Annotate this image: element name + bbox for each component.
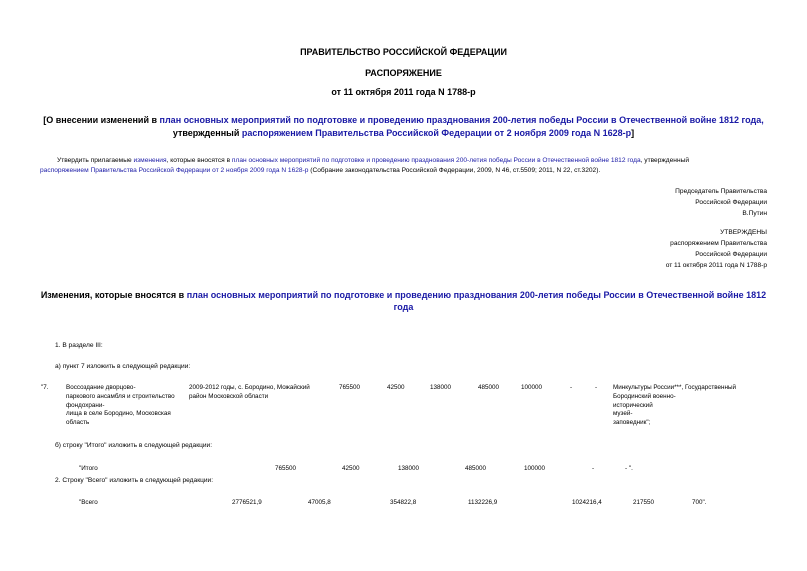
vsego-label: "Всего xyxy=(79,499,98,506)
item-2: 2. Строку "Всего" изложить в следующей редакции: xyxy=(55,477,214,484)
doc-date-number: от 11 октября 2011 года N 1788-р xyxy=(331,87,476,97)
vsego-v3: 354822,8 xyxy=(390,499,417,506)
title-prefix: [О внесении изменений в xyxy=(43,115,160,125)
signature-line2: Российской Федерации xyxy=(695,199,767,206)
row7-name-l5: область xyxy=(66,419,90,427)
changes-title-prefix: Изменения, которые вносятся в xyxy=(40,290,187,300)
row7-name-l1: Воссоздание дворцово- xyxy=(66,384,136,391)
itogo-v2: 42500 xyxy=(342,465,360,472)
row7-period-l1: 2009-2012 годы, с. Бородино, Можайский xyxy=(189,384,310,391)
row7-v7: - xyxy=(595,384,598,391)
title-line2-prefix: утвержденный xyxy=(172,128,242,138)
row7-resp-l5: заповедник"; xyxy=(613,419,651,427)
vsego-v6: 217550 xyxy=(633,499,655,506)
row7-v1: 765500 xyxy=(339,384,361,391)
row7-num: "7. xyxy=(41,384,49,391)
approved-line3: Российской Федерации xyxy=(695,251,767,258)
approved-line2: распоряжением Правительства xyxy=(670,240,767,247)
vsego-v4: 1132226,9 xyxy=(468,499,498,506)
row7-v5: 100000 xyxy=(521,384,543,391)
body-line1 xyxy=(57,156,689,165)
body-text-d: (Собрание законодательства Российской Федерации, 2009, N 46, ст.5509; 2011, N 22, ст.3202). xyxy=(308,167,601,174)
body-changes-link[interactable]: изменения xyxy=(133,157,167,164)
itogo-label: "Итого xyxy=(79,465,98,472)
body-decree-link[interactable]: распоряжением Правительства Российской Федерации от 2 ноября 2009 года N 1628-р xyxy=(40,167,309,174)
row7-name-l2: паркового ансамбля и строительство xyxy=(66,392,175,400)
row7-v6: - xyxy=(570,384,573,391)
changes-title-line1 xyxy=(0,290,807,300)
changes-plan-link[interactable]: план основных мероприятий по подготовке и проведению празднования 200-летия победы России в Отечественной войне 1812 xyxy=(186,290,767,300)
title-plan-link[interactable]: план основных мероприятий по подготовке и проведению празднования 200-летия победы России в Отечественной войне 1812 года, xyxy=(159,115,764,125)
row7-period xyxy=(189,384,310,402)
itogo-v6: - xyxy=(592,465,595,472)
row7-resp-l2: Бородинский военно- xyxy=(613,392,676,400)
item-1: 1. В разделе III: xyxy=(55,342,103,349)
doc-title-line2 xyxy=(0,128,807,138)
row7-name-l3: фондохрани- xyxy=(66,401,105,409)
body-text-b: , которые вносятся в xyxy=(166,157,232,164)
approved-line1: УТВЕРЖДЕНЫ xyxy=(720,229,767,236)
vsego-v1: 2776521,9 xyxy=(232,499,262,506)
signature-line1: Председатель Правительства xyxy=(675,188,767,195)
row7-v2: 42500 xyxy=(387,384,405,391)
title-suffix: ] xyxy=(631,128,635,138)
item-a: а) пункт 7 изложить в следующей редакции: xyxy=(55,363,191,370)
body-text-c: , утвержденный xyxy=(640,157,690,164)
row7-resp-l3: исторический xyxy=(613,401,653,409)
signature-line3: В.Путин xyxy=(742,210,767,217)
org-name: ПРАВИТЕЛЬСТВО РОССИЙСКОЙ ФЕДЕРАЦИИ xyxy=(300,47,507,57)
itogo-v1: 765500 xyxy=(275,465,297,472)
itogo-v7: - ". xyxy=(625,465,633,472)
itogo-v5: 100000 xyxy=(524,465,546,472)
row7-name-l4: лища в селе Бородино, Московская xyxy=(66,410,171,418)
itogo-v3: 138000 xyxy=(398,465,420,472)
row7-v3: 138000 xyxy=(430,384,452,391)
row7-period-l2: район Московской области xyxy=(189,392,269,400)
vsego-v5: 1024216,4 xyxy=(572,499,602,506)
item-b: б) строку "Итого" изложить в следующей редакции: xyxy=(55,442,213,449)
itogo-v4: 485000 xyxy=(465,465,487,472)
row7-responsible xyxy=(613,384,736,428)
row7-name xyxy=(66,384,175,428)
doc-title-line1 xyxy=(0,115,807,125)
body-line2 xyxy=(40,166,600,175)
vsego-v2: 47005,8 xyxy=(308,499,331,506)
approved-line4: от 11 октября 2011 года N 1788-р xyxy=(665,262,767,269)
vsego-v7: 700". xyxy=(692,499,707,506)
changes-title-line2 xyxy=(0,302,807,312)
row7-resp-l4: музей- xyxy=(613,410,633,418)
row7-resp-l1: Минкультуры России***, Государственный xyxy=(613,384,737,391)
title-decree-link[interactable]: распоряжением Правительства Российской Федерации от 2 ноября 2009 года N 1628-р xyxy=(241,128,632,138)
body-plan-link[interactable]: план основных мероприятий по подготовке и проведению празднования 200-летия победы России в Отечественной войне 1812 года xyxy=(231,157,641,164)
body-text-a: Утвердить прилагаемые xyxy=(57,157,134,164)
doc-type: РАСПОРЯЖЕНИЕ xyxy=(365,68,442,78)
changes-plan-link-cont[interactable]: года xyxy=(393,302,414,312)
row7-v4: 485000 xyxy=(478,384,500,391)
